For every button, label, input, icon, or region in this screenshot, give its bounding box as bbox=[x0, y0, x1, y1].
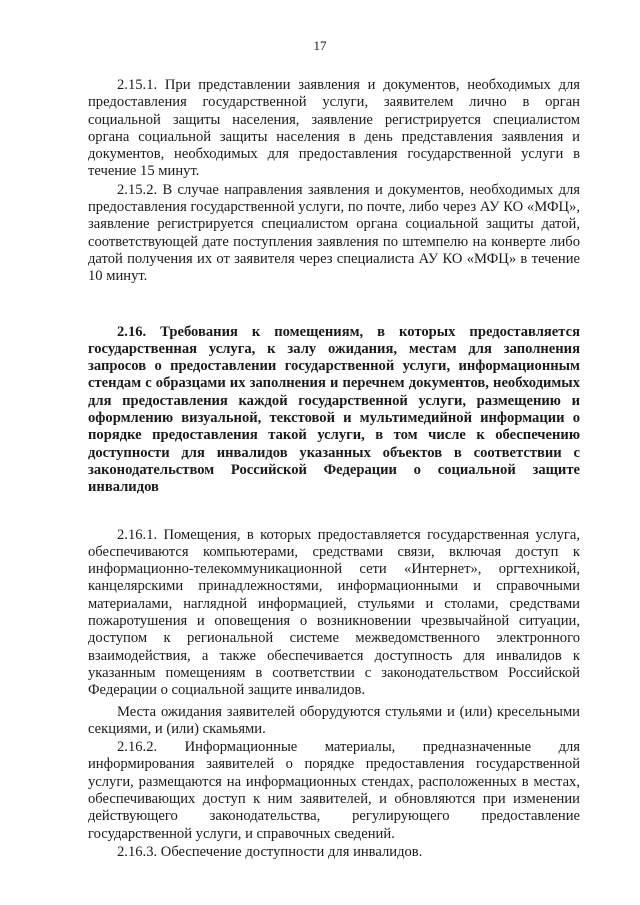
paragraph-2-16-1: 2.16.1. Помещения, в которых предоставляется государственная услуга, обеспечиваются компьютерами, средствами связи, включая доступ к информационно-телекоммуникационной сети «Интернет», оргтехникой, канцелярскими принадлежностями, информационными и справочными материалами, наглядной информацией, стульями и столами, средствами пожаротушения и оповещения о возникновении чрезвычайной ситуации, доступом к региональной системе межведомственного электронного взаимодействия, а также обеспечивается доступность для инвалидов к указанным помещениям в соответствии с законодательством Российской Федерации о социальной защите инвалидов. bbox=[88, 526, 580, 699]
page-number: 17 bbox=[313, 38, 327, 53]
paragraph-2-15-2: 2.15.2. В случае направления заявления и документов, необходимых для предоставления государственной услуги, по почте, либо через АУ КО «МФЦ», заявление регистрируется специалистом органа социальной защиты датой, соответствующей дате поступления заявления по штемпелю на конверте либо датой получения их от заявителя через специалиста АУ КО «МФЦ» в течение 10 минут. bbox=[88, 181, 580, 285]
paragraph-waiting-areas: Места ожидания заявителей оборудуются стульями и (или) кресельными секциями, и (или) скамьями. bbox=[88, 703, 580, 737]
document-body bbox=[88, 77, 580, 861]
paragraph-2-16-2: 2.16.2. Информационные материалы, предназначенные для информирования заявителей о порядке предоставления государственной услуги, размещаются на информационных стендах, расположенных в местах, обеспечивающих доступ к ним заявителей, и обновляются при изменении действующего законодательства, регулирующего предоставление государственной услуги, и справочных сведений. bbox=[88, 739, 580, 842]
paragraph-2-16-3: 2.16.3. Обеспечение доступности для инвалидов. bbox=[117, 843, 423, 860]
section-heading-2-16: 2.16. Требования к помещениям, в которых предоставляется государственная услуга, к залу ожидания, местам для заполнения запросов о предоставлении государственной услуги, информационным стендам с образцами их заполнения и перечнем документов, необходимых для предоставления каждой государственной услуги, размещению и оформлению визуальной, текстовой и мультимедийной информации о порядке предоставления такой услуги, в том числе к обеспечению доступности для инвалидов указанных объектов в соответствии с законодательством Российской Федерации о социальной защите инвалидов bbox=[88, 323, 580, 496]
paragraph-2-15-1: 2.15.1. При представлении заявления и документов, необходимых для предоставления государственной услуги, заявителем лично в орган социальной защиты населения, заявление регистрируется специалистом органа социальной защиты населения в день представления заявления и документов, необходимых для предоставления государственной услуги в течение 15 минут. bbox=[88, 77, 580, 180]
